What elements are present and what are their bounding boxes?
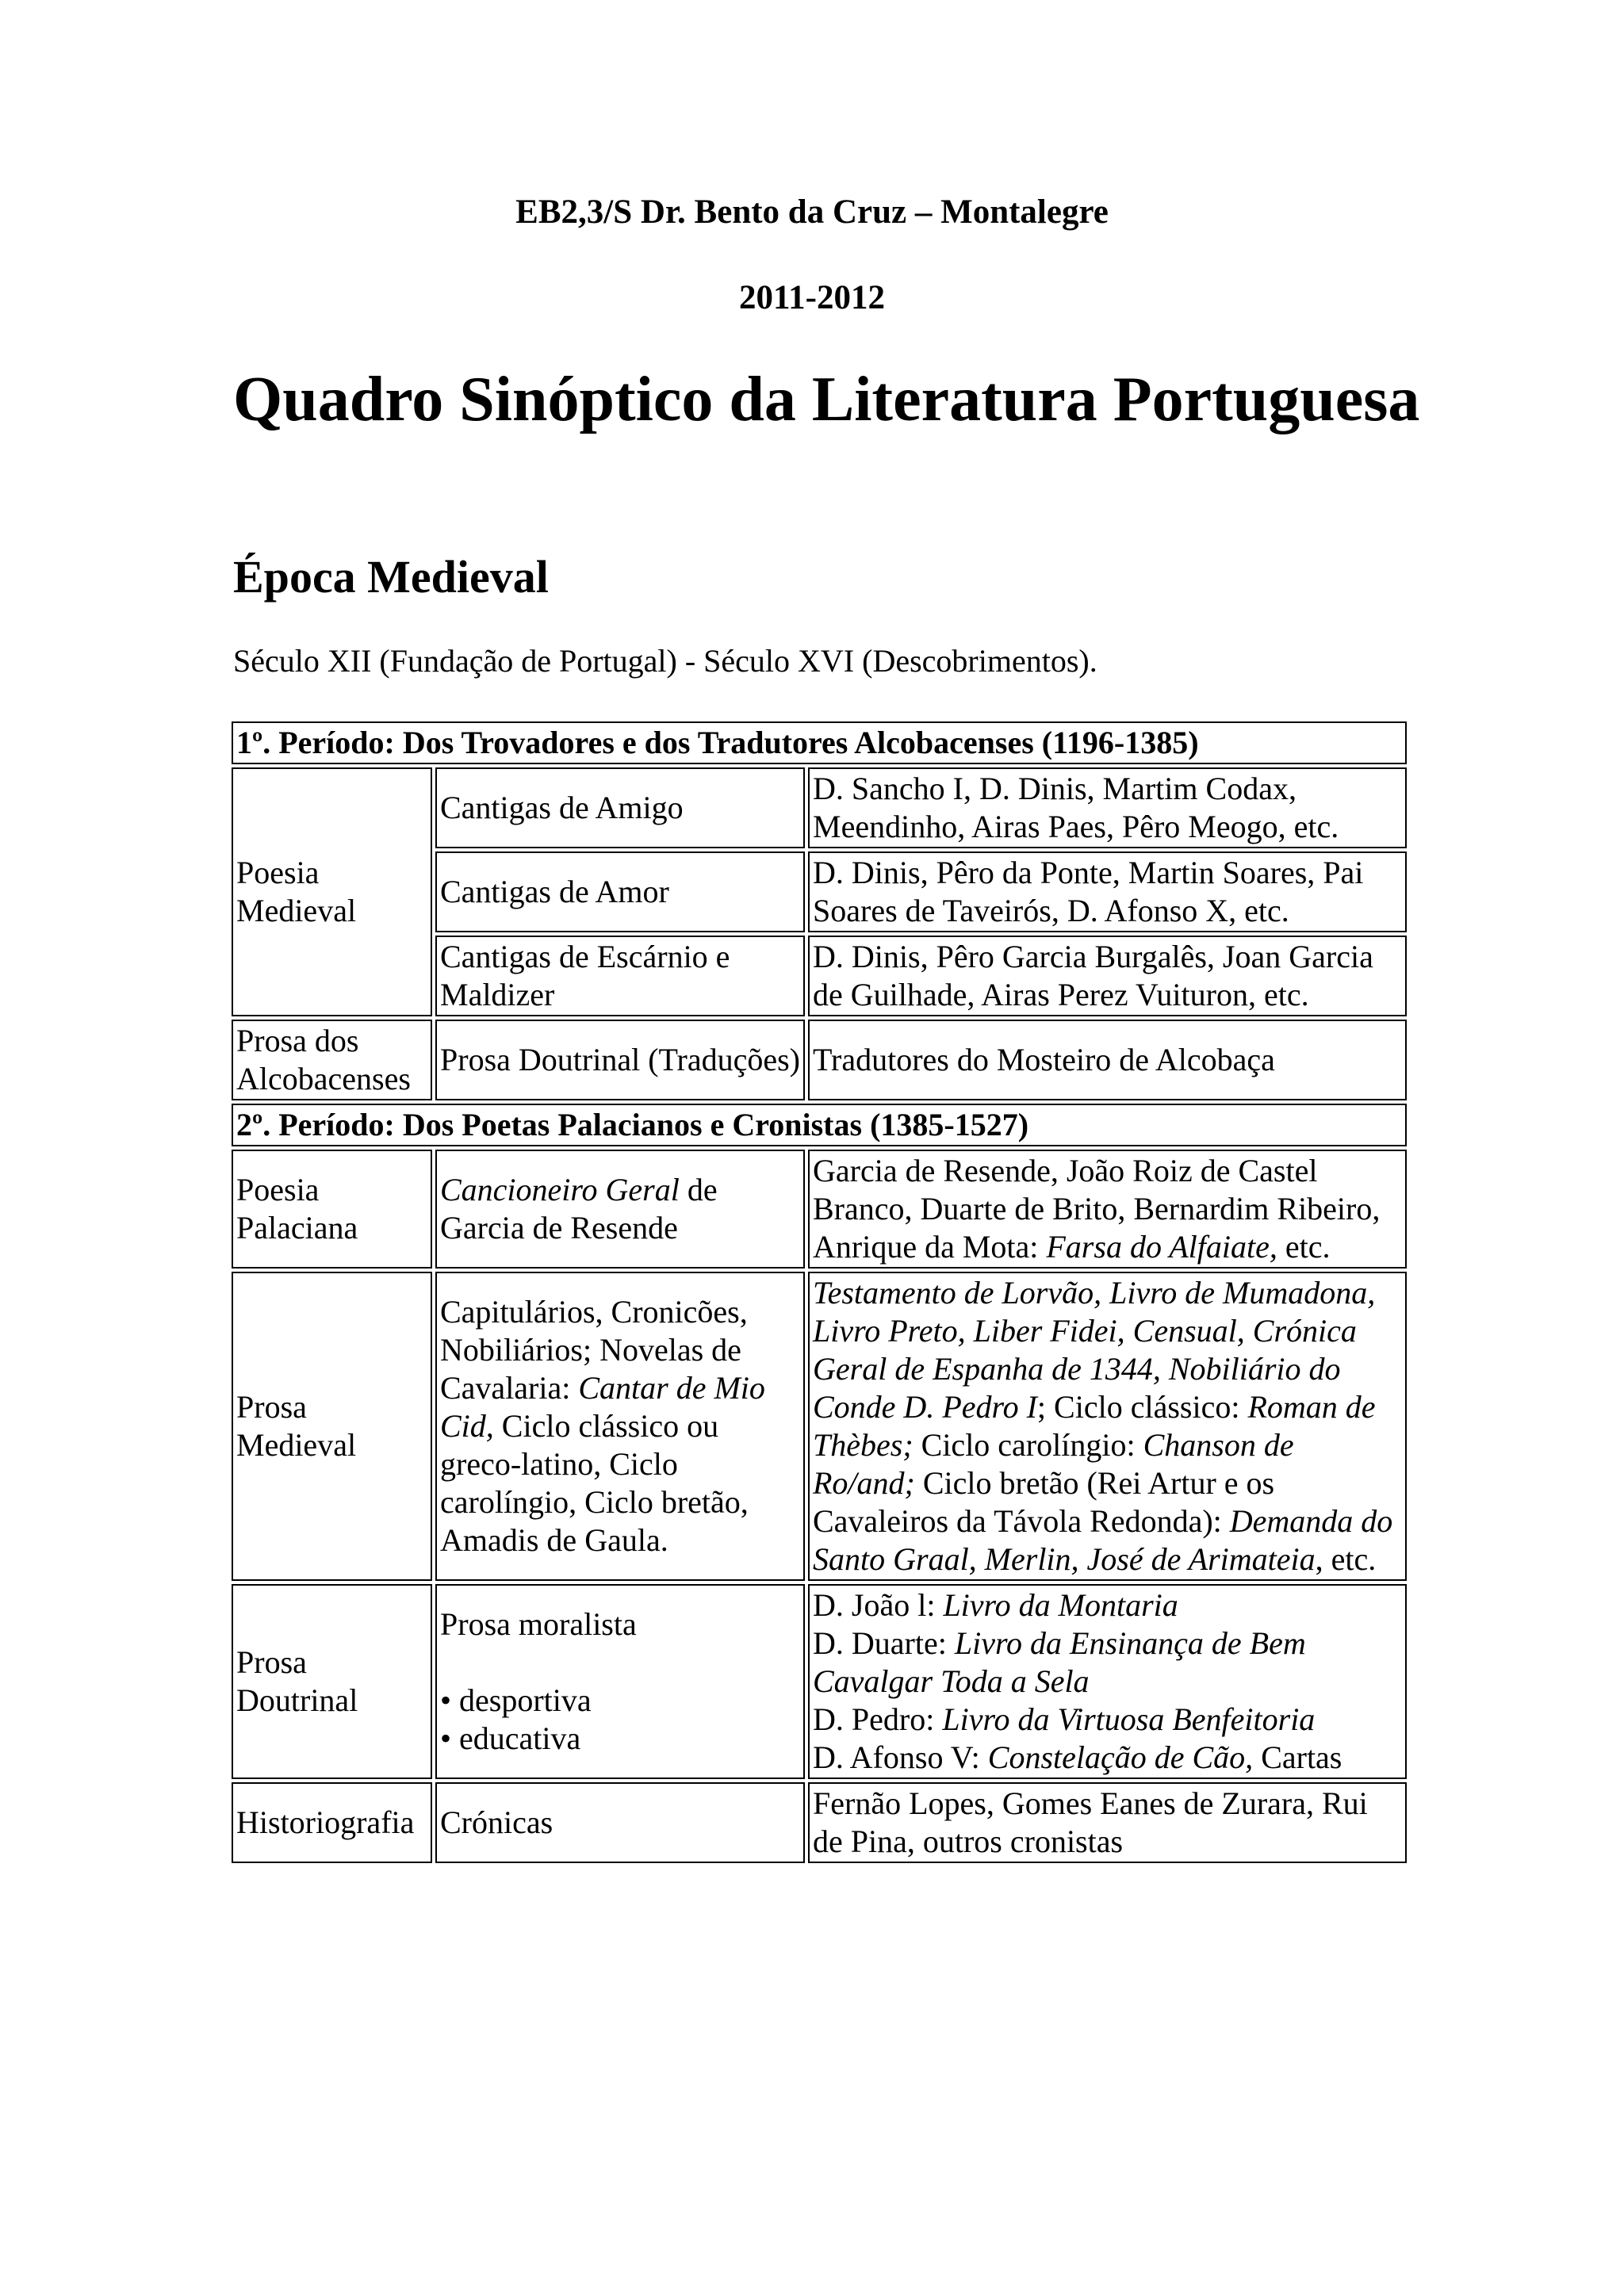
category-cell: Poesia Palaciana [232, 1150, 432, 1269]
works-text: ; Ciclo clássico: [1036, 1389, 1248, 1425]
authors-cell [808, 1150, 1407, 1269]
section-title: Época Medieval [233, 551, 549, 603]
genre-cell: Cantigas de Amor [435, 851, 805, 932]
table-row [232, 1020, 1407, 1100]
work-title: Livro da Virtuosa Benfeitoria [942, 1701, 1316, 1737]
work-title: Chanson de Ro/and; [813, 1427, 1294, 1501]
works-text: Ciclo carolíngio: [913, 1427, 1143, 1463]
genre-cell: Crónicas [435, 1782, 805, 1863]
genre-text: Prosa moralista [440, 1606, 637, 1642]
authors-cell: Tradutores do Mosteiro de Alcobaça [808, 1020, 1407, 1100]
genre-cell: Cantigas de Escárnio e Maldizer [435, 936, 805, 1016]
authors-cell: D. Sancho I, D. Dinis, Martim Codax, Meendinho, Airas Paes, Pêro Meogo, etc. [808, 767, 1407, 848]
work-title: Demanda do Santo Graal, Merlin, José de Arimateia [813, 1503, 1393, 1577]
work-title: Roman de Thèbes; [813, 1389, 1376, 1463]
authors-text: Garcia de Resende, João Roiz de Castel Branco, Duarte de Brito, Bernardim Ribeiro, Anrique da Mota: [813, 1153, 1381, 1265]
work-line [813, 1586, 1402, 1624]
author-name: D. Pedro: [813, 1701, 943, 1737]
author-name: D. João l: [813, 1587, 944, 1623]
table-row [232, 1584, 1407, 1779]
work-title: Cancioneiro Geral [440, 1172, 680, 1207]
works-cell [808, 1584, 1407, 1779]
genre-text: Ciclo clássico ou greco-latino, Ciclo carolíngio, Ciclo bretão, Amadis de Gaula. [440, 1408, 749, 1558]
table-row [232, 1782, 1407, 1863]
table-row [232, 767, 1407, 848]
work-line [813, 1624, 1402, 1701]
work-title: Constelação de Cão, [987, 1739, 1254, 1775]
work-title: Testamento de Lorvão, Livro de Mumadona, Livro Preto, Liber Fidei, Censual, Crónica Geral de Espanha de 1344, Nobiliário do Conde D. Pedro I [813, 1275, 1376, 1425]
category-cell: Prosa dos Alcobacenses [232, 1020, 432, 1100]
authors-cell: D. Dinis, Pêro da Ponte, Martin Soares, Pai Soares de Taveirós, D. Afonso X, etc. [808, 851, 1407, 932]
work-title: Livro da Montaria [943, 1587, 1178, 1623]
author-name: D. Afonso V: [813, 1739, 988, 1775]
category-cell: Historiografia [232, 1782, 432, 1863]
bullet-item: • educativa [440, 1720, 581, 1756]
authors-text: etc. [1277, 1229, 1331, 1265]
table-row [232, 1272, 1407, 1581]
page-title: Quadro Sinóptico da Literatura Portuguesa [233, 365, 1420, 434]
genre-cell: Cantigas de Amigo [435, 767, 805, 848]
genre-cell [435, 1150, 805, 1269]
category-cell: Poesia Medieval [232, 767, 432, 1016]
author-name: D. Duarte: [813, 1625, 955, 1661]
table-row [232, 721, 1407, 764]
genre-text: Capitulários, Cronicões, Nobiliários; Novelas de Cavalaria: [440, 1294, 748, 1406]
genre-cell [435, 1584, 805, 1779]
works-text: Cartas [1253, 1739, 1342, 1775]
period-span-text: Século XII (Fundação de Portugal) - Século XVI (Descobrimentos). [233, 643, 1097, 679]
authors-cell: D. Dinis, Pêro Garcia Burgalês, Joan Garcia de Guilhade, Airas Perez Vuituron, etc. [808, 936, 1407, 1016]
work-title: Livro da Ensinança de Bem Cavalgar Toda a Sela [813, 1625, 1306, 1699]
table-row [232, 1150, 1407, 1269]
school-year: 2011-2012 [739, 279, 885, 316]
work-line [813, 1701, 1402, 1739]
table-row [232, 1104, 1407, 1146]
works-cell [808, 1272, 1407, 1581]
works-text: , etc. [1315, 1541, 1377, 1577]
bullet-item: • desportiva [440, 1682, 592, 1718]
work-line [813, 1739, 1402, 1777]
work-title: Cantar de Mio Cid, [440, 1370, 765, 1444]
period-1-heading: 1º. Período: Dos Trovadores e dos Tradutores Alcobacenses (1196-1385) [232, 721, 1407, 764]
works-text: Ciclo bretão (Rei Artur e os Cavaleiros da Távola Redonda): [813, 1465, 1275, 1539]
school-name: EB2,3/S Dr. Bento da Cruz – Montalegre [515, 193, 1109, 231]
genre-cell: Prosa Doutrinal (Traduções) [435, 1020, 805, 1100]
authors-cell: Fernão Lopes, Gomes Eanes de Zurara, Rui de Pina, outros cronistas [808, 1782, 1407, 1863]
synopsis-table [228, 718, 1410, 1866]
period-2-heading: 2º. Período: Dos Poetas Palacianos e Cronistas (1385-1527) [232, 1104, 1407, 1146]
genre-text: de Garcia de Resende [440, 1172, 718, 1246]
category-cell: Prosa Medieval [232, 1272, 432, 1581]
genre-cell [435, 1272, 805, 1581]
category-cell: Prosa Doutrinal [232, 1584, 432, 1779]
work-title: Farsa do Alfaiate, [1046, 1229, 1277, 1265]
